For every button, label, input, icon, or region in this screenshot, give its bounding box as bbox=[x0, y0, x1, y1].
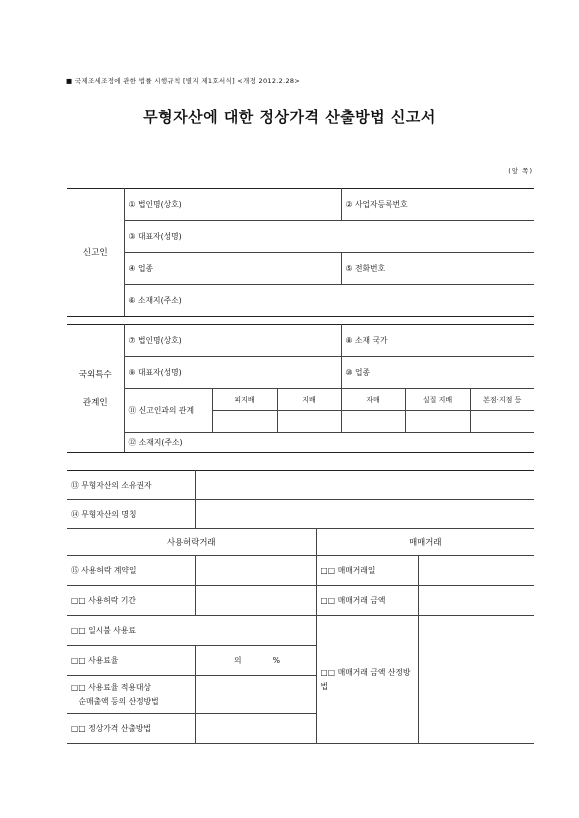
royalty-rate-unit-of: 의 bbox=[233, 656, 242, 665]
related-country-field[interactable]: ⑧ 소재 국가 bbox=[341, 325, 534, 357]
arm-length-method-label: □□ 정상가격 산출방법 bbox=[67, 714, 195, 744]
related-party-label-line2: 관계인 bbox=[82, 397, 108, 408]
reporter-table bbox=[67, 188, 534, 317]
related-address-field[interactable]: ⑫ 소재지(주소) bbox=[124, 433, 534, 453]
royalty-base-line2: 순매출액 등의 산정방법 bbox=[78, 696, 159, 706]
reporter-address-field[interactable]: ⑥ 소재지(주소) bbox=[124, 285, 534, 317]
relation-cell-headoffice-branch[interactable] bbox=[470, 411, 534, 433]
related-business-type-field[interactable]: ⑩ 업종 bbox=[341, 357, 534, 389]
sale-transaction-header: 매매거래 bbox=[316, 529, 534, 556]
reporter-corp-name-field[interactable]: ① 법인명(상호) bbox=[124, 189, 341, 221]
reporter-biz-reg-no-field[interactable]: ② 사업자등록번호 bbox=[341, 189, 534, 221]
page-side-label: (앞 쪽) bbox=[508, 167, 533, 175]
asset-transaction-table bbox=[67, 470, 534, 744]
sale-date-label: □□ 매매거래일 bbox=[316, 556, 418, 586]
relation-col-headoffice-branch: 본점·지점 등 bbox=[470, 389, 534, 411]
asset-owner-value[interactable] bbox=[195, 471, 534, 500]
relation-cell-controlled[interactable] bbox=[212, 411, 277, 433]
sale-amount-label: □□ 매매거래 금액 bbox=[316, 586, 418, 616]
relation-col-effective-control: 실질 지배 bbox=[405, 389, 470, 411]
asset-owner-label: ⑬ 무형자산의 소유권자 bbox=[67, 471, 195, 500]
royalty-base-label bbox=[67, 676, 195, 714]
royalty-rate-label: □□ 사용료율 bbox=[67, 646, 195, 676]
related-party-section-label bbox=[67, 325, 124, 453]
lump-sum-fee-field[interactable]: □□ 일시불 사용료 bbox=[67, 616, 316, 646]
regulation-reference: ■ 국제조세조정에 관한 법률 시행규칙 [별지 제1호서식] <개정 2012.2.28> bbox=[66, 77, 301, 85]
relation-col-controlled: 피지배 bbox=[212, 389, 277, 411]
relation-col-sister: 자매 bbox=[341, 389, 405, 411]
related-representative-field[interactable]: ⑨ 대표자(성명) bbox=[124, 357, 341, 389]
reporter-representative-field[interactable]: ③ 대표자(성명) bbox=[124, 221, 534, 253]
sale-amount-method-line2: 법 bbox=[320, 681, 329, 691]
page-title: 무형자산에 대한 정상가격 산출방법 신고서 bbox=[143, 108, 436, 126]
related-relation-label: ⑪ 신고인과의 관계 bbox=[124, 389, 212, 433]
related-party-label-line1: 국외특수 bbox=[78, 369, 112, 380]
asset-name-value[interactable] bbox=[195, 500, 534, 529]
license-period-label: □□ 사용허락 기간 bbox=[67, 586, 195, 616]
license-contract-date-value[interactable] bbox=[195, 556, 316, 586]
asset-name-label: ⑭ 무형자산의 명칭 bbox=[67, 500, 195, 529]
arm-length-method-value[interactable] bbox=[195, 714, 316, 744]
relation-cell-effective-control[interactable] bbox=[405, 411, 470, 433]
royalty-base-value[interactable] bbox=[195, 676, 316, 714]
sale-date-value[interactable] bbox=[418, 556, 534, 586]
related-corp-name-field[interactable]: ⑦ 법인명(상호) bbox=[124, 325, 341, 357]
sale-amount-value[interactable] bbox=[418, 586, 534, 616]
royalty-base-line1: □□ 사용료율 적용대상 bbox=[71, 682, 151, 692]
reporter-business-type-field[interactable]: ④ 업종 bbox=[124, 253, 341, 285]
sale-amount-method-label bbox=[316, 616, 418, 744]
royalty-rate-unit-percent: % bbox=[272, 656, 280, 665]
relation-cell-controlling[interactable] bbox=[277, 411, 341, 433]
relation-cell-sister[interactable] bbox=[341, 411, 405, 433]
royalty-rate-value[interactable] bbox=[195, 646, 316, 676]
reporter-phone-field[interactable]: ⑤ 전화번호 bbox=[341, 253, 534, 285]
relation-col-controlling: 지배 bbox=[277, 389, 341, 411]
related-party-table bbox=[67, 324, 534, 453]
license-transaction-header: 사용허락거래 bbox=[67, 529, 316, 556]
license-contract-date-label: ⑮ 사용허락 계약일 bbox=[67, 556, 195, 586]
sale-amount-method-value[interactable] bbox=[418, 616, 534, 744]
sale-amount-method-line1: □□ 매매거래 금액 산정방 bbox=[320, 667, 411, 677]
reporter-section-label: 신고인 bbox=[67, 189, 124, 317]
license-period-value[interactable] bbox=[195, 586, 316, 616]
